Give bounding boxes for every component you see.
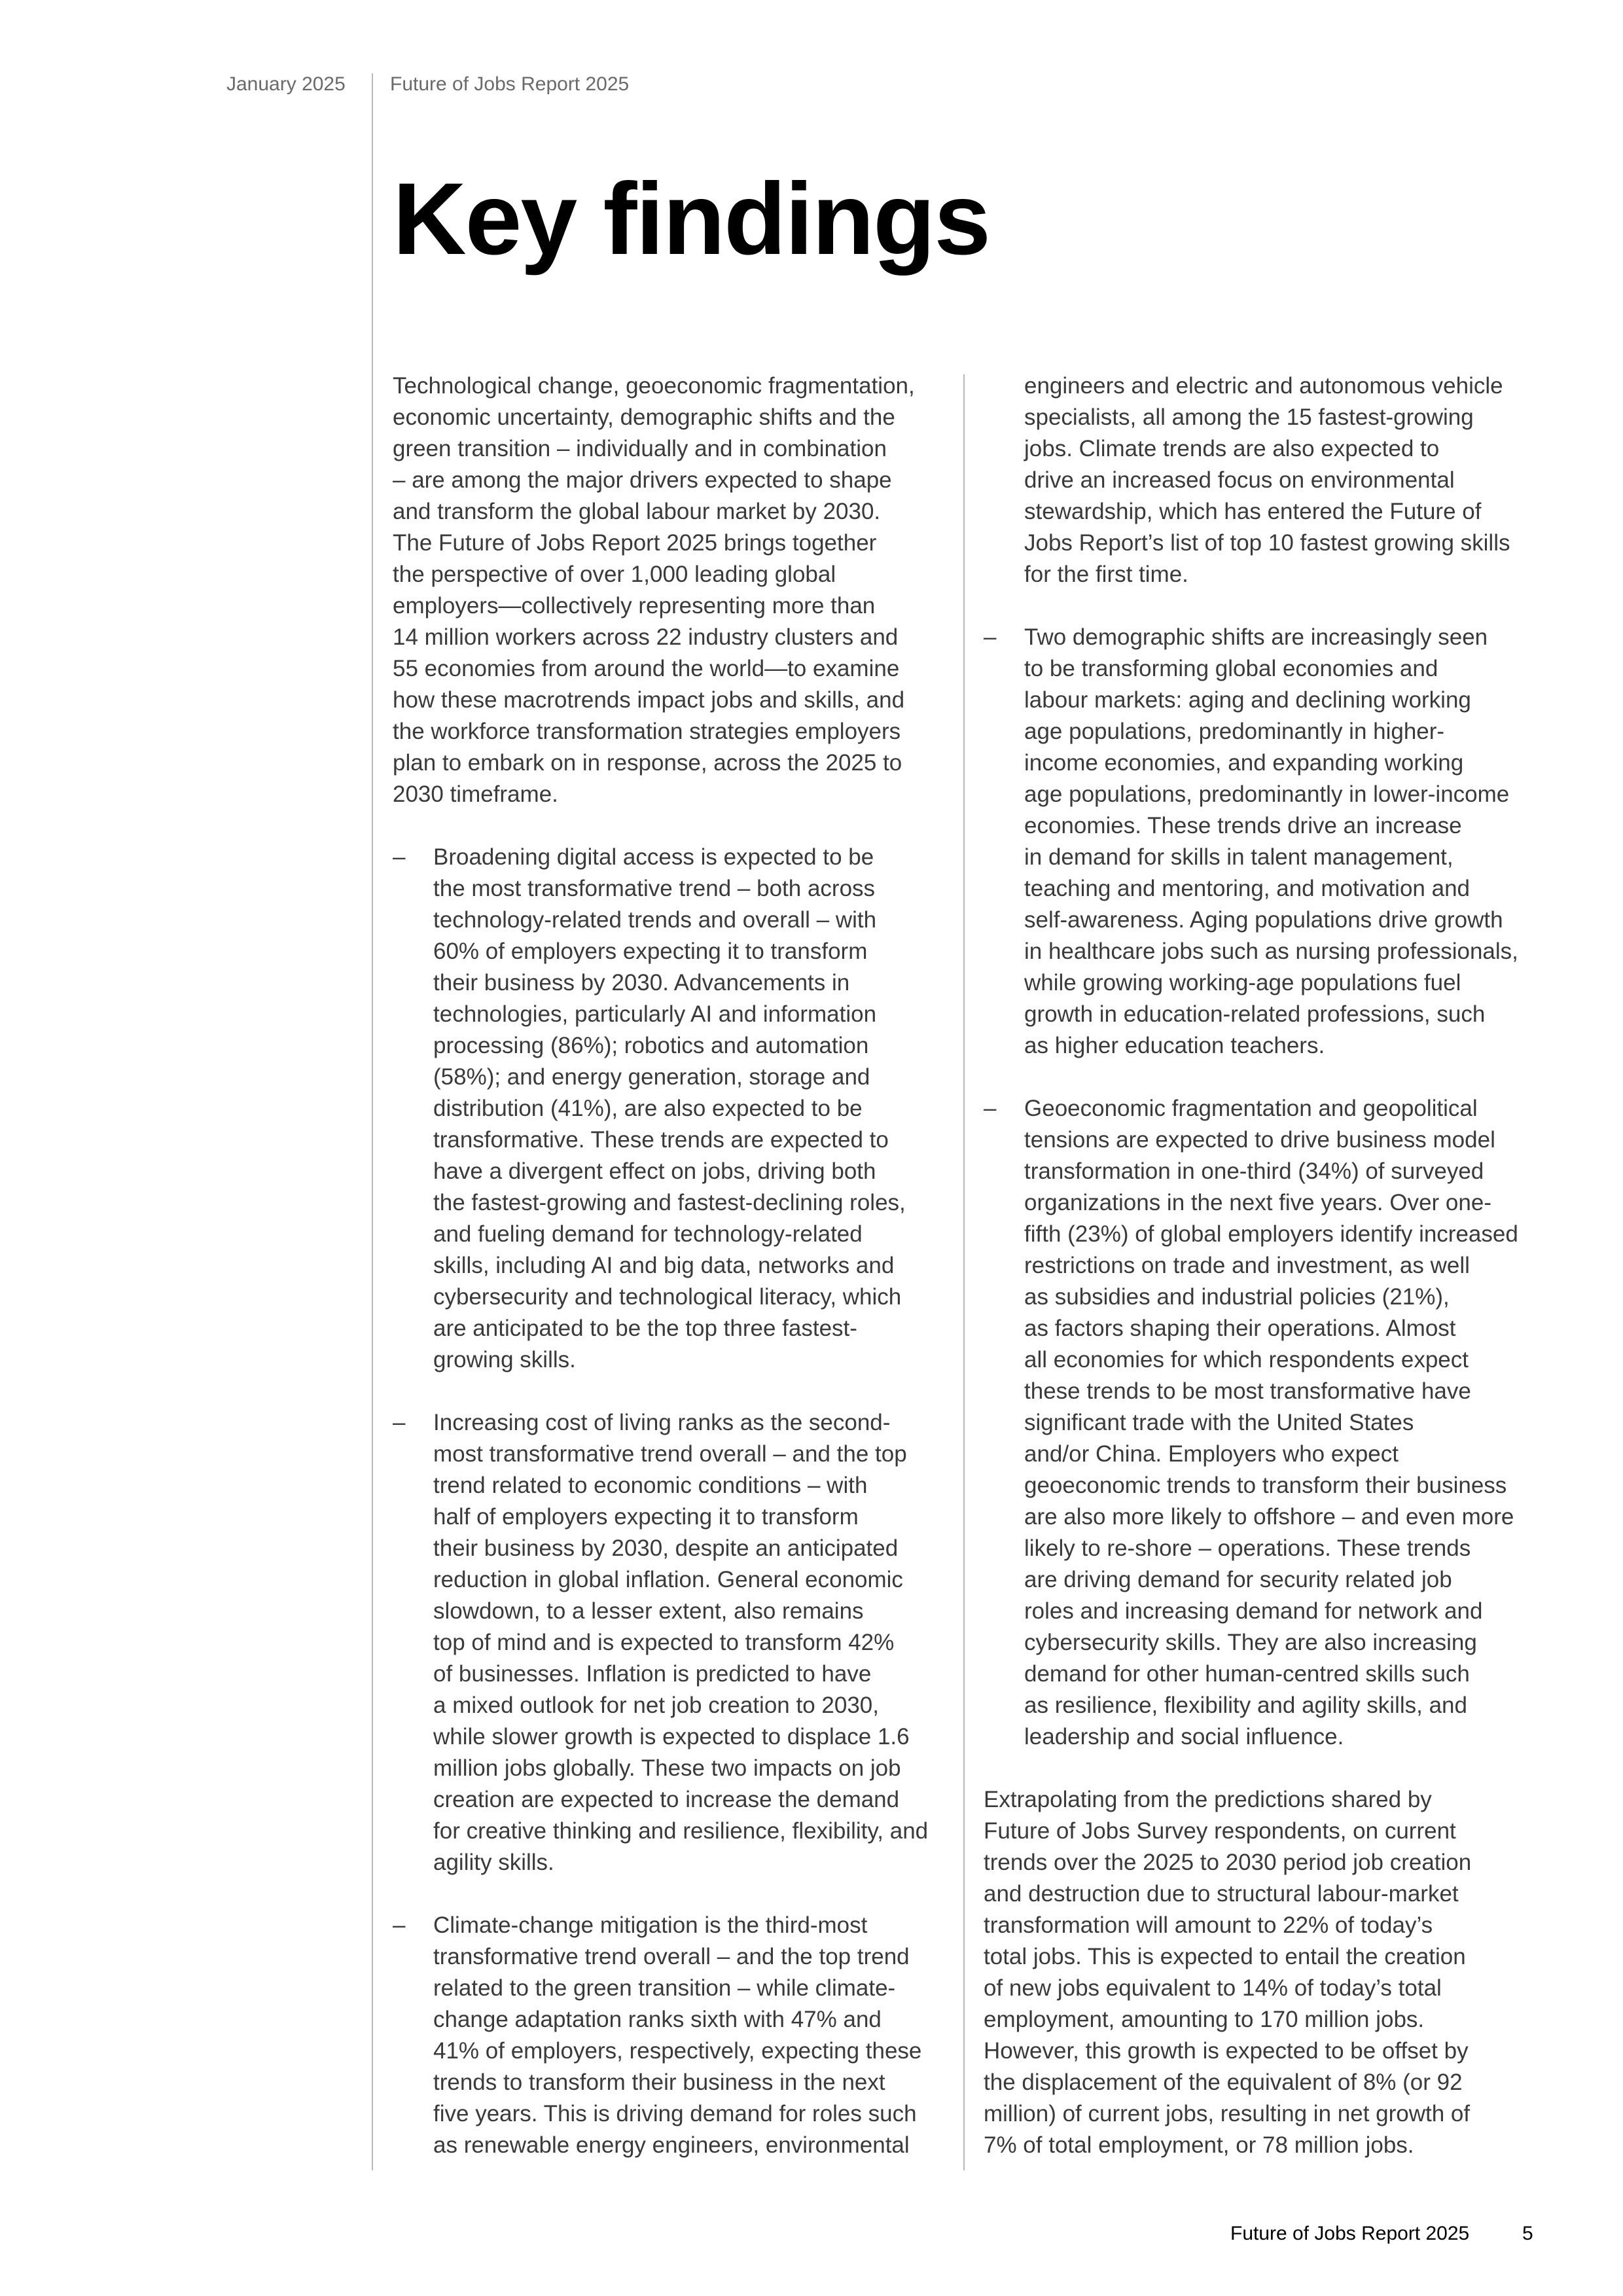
- text-line: are anticipated to be the top three fastest-: [433, 1316, 857, 1341]
- text-line: 41% of employers, respectively, expecting these: [433, 2038, 922, 2064]
- text-line: The Future of Jobs Report 2025 brings together: [393, 530, 877, 556]
- text-line: trend related to economic conditions – with: [433, 1473, 868, 1498]
- page-title: Key findings: [393, 162, 990, 276]
- text-line: for the first time.: [1024, 562, 1188, 587]
- text-line: the most transformative trend – both across: [433, 876, 876, 901]
- text-line: green transition – individually and in combination: [393, 436, 887, 461]
- text-line: employers—collectively representing more than: [393, 593, 876, 619]
- text-line: have a divergent effect on jobs, driving both: [433, 1158, 876, 1184]
- text-line: their business by 2030, despite an anticipated: [433, 1535, 899, 1561]
- bullet-text: [433, 842, 955, 1376]
- text-line: related to the green transition – while climate-: [433, 1975, 896, 2001]
- text-line: a mixed outlook for net job creation to 2030,: [433, 1693, 879, 1718]
- text-line: top of mind and is expected to transform 42%: [433, 1630, 895, 1655]
- text-line: organizations in the next five years. Over one-: [1024, 1190, 1491, 1215]
- text-line: jobs. Climate trends are also expected to: [1024, 436, 1440, 461]
- text-line: age populations, predominantly in lower-income: [1024, 781, 1510, 807]
- text-line: processing (86%); robotics and automation: [433, 1033, 869, 1058]
- text-line: engineers and electric and autonomous vehicle: [1024, 373, 1503, 399]
- text-line: transformation will amount to 22% of today’s: [984, 1912, 1433, 1938]
- text-line: leadership and social influence.: [1024, 1724, 1344, 1749]
- text-line: specialists, all among the 15 fastest-growing: [1024, 404, 1474, 430]
- text-line: most transformative trend overall – and the top: [433, 1441, 907, 1467]
- text-line: employment, amounting to 170 million jobs.: [984, 2007, 1425, 2032]
- text-line: while slower growth is expected to displace 1.6: [433, 1724, 910, 1749]
- text-line: Increasing cost of living ranks as the second-: [433, 1410, 891, 1435]
- text-line: Future of Jobs Survey respondents, on current: [984, 1818, 1456, 1844]
- text-line: their business by 2030. Advancements in: [433, 970, 850, 996]
- text-line: income economies, and expanding working: [1024, 750, 1464, 776]
- text-line: and transform the global labour market by 2030.: [393, 499, 881, 524]
- text-line: in healthcare jobs such as nursing professionals,: [1024, 939, 1518, 964]
- text-line: these trends to be most transformative have: [1024, 1378, 1471, 1404]
- text-line: in demand for skills in talent management,: [1024, 844, 1454, 870]
- text-line: distribution (41%), are also expected to be: [433, 1096, 863, 1121]
- bullet-demographic: [984, 622, 1573, 1062]
- text-line: significant trade with the United States: [1024, 1410, 1414, 1435]
- header-date: January 2025: [226, 73, 346, 95]
- text-line: as higher education teachers.: [1024, 1033, 1325, 1058]
- bullet-dash: –: [393, 1410, 406, 1435]
- text-line: transformation in one-third (34%) of surveyed: [1024, 1158, 1484, 1184]
- intro-paragraph: [393, 370, 955, 810]
- text-line: labour markets: aging and declining working: [1024, 687, 1471, 713]
- bullet-dash: –: [984, 624, 997, 650]
- closing-paragraph: [984, 1784, 1573, 2161]
- text-line: of new jobs equivalent to 14% of today’s total: [984, 1975, 1442, 2001]
- text-line: economic uncertainty, demographic shifts and the: [393, 404, 895, 430]
- text-line: demand for other human-centred skills such: [1024, 1661, 1470, 1687]
- text-line: geoeconomic trends to transform their business: [1024, 1473, 1507, 1498]
- text-line: self-awareness. Aging populations drive growth: [1024, 907, 1503, 933]
- text-line: 60% of employers expecting it to transform: [433, 939, 868, 964]
- bullet-climate: [393, 1910, 955, 2161]
- text-line: likely to re-shore – operations. These trends: [1024, 1535, 1471, 1561]
- bullet-cost-of-living: [393, 1407, 955, 1878]
- text-line: growing skills.: [433, 1347, 576, 1372]
- footer-report-title: Future of Jobs Report 2025: [1230, 2223, 1470, 2244]
- text-line: technologies, particularly AI and information: [433, 1001, 877, 1027]
- bullet-climate-continued: [984, 370, 1573, 590]
- text-line: teaching and mentoring, and motivation and: [1024, 876, 1471, 901]
- text-line: slowdown, to a lesser extent, also remains: [433, 1598, 864, 1624]
- text-line: and/or China. Employers who expect: [1024, 1441, 1399, 1467]
- text-line: 7% of total employment, or 78 million jobs.: [984, 2132, 1414, 2158]
- bullet-text: [433, 1407, 955, 1878]
- text-line: million jobs globally. These two impacts on job: [433, 1755, 901, 1781]
- bullet-geoeconomic: [984, 1093, 1573, 1753]
- left-column: [393, 370, 955, 2193]
- text-line: the fastest-growing and fastest-declining roles,: [433, 1190, 906, 1215]
- text-line: fifth (23%) of global employers identify increased: [1024, 1221, 1518, 1247]
- page-number: 5: [1522, 2223, 1533, 2244]
- text-line: However, this growth is expected to be offset by: [984, 2038, 1469, 2064]
- text-line: cybersecurity and technological literacy, which: [433, 1284, 902, 1310]
- text-line: as renewable energy engineers, environmental: [433, 2132, 910, 2158]
- bullet-text: [433, 1910, 955, 2161]
- text-line: how these macrotrends impact jobs and skills, and: [393, 687, 905, 713]
- text-line: as factors shaping their operations. Almost: [1024, 1316, 1456, 1341]
- text-line: restrictions on trade and investment, as well: [1024, 1253, 1470, 1278]
- text-line: transformative trend overall – and the top trend: [433, 1944, 910, 1969]
- text-line: and fueling demand for technology-related: [433, 1221, 863, 1247]
- text-line: Technological change, geoeconomic fragmentation,: [393, 373, 915, 399]
- text-line: million) of current jobs, resulting in net growth of: [984, 2101, 1471, 2126]
- text-line: Extrapolating from the predictions shared by: [984, 1787, 1432, 1812]
- text-line: to be transforming global economies and: [1024, 656, 1438, 681]
- text-line: (58%); and energy generation, storage and: [433, 1064, 870, 1090]
- text-line: while growing working-age populations fuel: [1024, 970, 1461, 996]
- text-line: – are among the major drivers expected to shape: [393, 467, 892, 493]
- text-line: technology-related trends and overall – with: [433, 907, 877, 933]
- text-line: as resilience, flexibility and agility skills, and: [1024, 1693, 1467, 1718]
- text-line: tensions are expected to drive business model: [1024, 1127, 1495, 1153]
- text-line: transformative. These trends are expected to: [433, 1127, 889, 1153]
- text-line: Jobs Report’s list of top 10 fastest growing skills: [1024, 530, 1510, 556]
- text-line: stewardship, which has entered the Future of: [1024, 499, 1482, 524]
- text-line: Broadening digital access is expected to be: [433, 844, 874, 870]
- text-line: five years. This is driving demand for roles such: [433, 2101, 917, 2126]
- text-line: the workforce transformation strategies employers: [393, 719, 901, 744]
- right-column: [984, 370, 1573, 2193]
- bullet-text: [1024, 1093, 1573, 1753]
- text-line: reduction in global inflation. General economic: [433, 1567, 903, 1592]
- text-line: creation are expected to increase the demand: [433, 1787, 900, 1812]
- text-line: plan to embark on in response, across the 2025 to: [393, 750, 902, 776]
- bullet-dash: –: [984, 1096, 997, 1121]
- text-line: the perspective of over 1,000 leading global: [393, 562, 836, 587]
- text-line: roles and increasing demand for network and: [1024, 1598, 1483, 1624]
- text-line: as subsidies and industrial policies (21%),: [1024, 1284, 1450, 1310]
- text-line: change adaptation ranks sixth with 47% and: [433, 2007, 882, 2032]
- text-line: all economies for which respondents expect: [1024, 1347, 1469, 1372]
- text-line: 14 million workers across 22 industry clusters and: [393, 624, 899, 650]
- text-line: cybersecurity skills. They are also increasing: [1024, 1630, 1477, 1655]
- text-line: of businesses. Inflation is predicted to have: [433, 1661, 872, 1687]
- text-line: total jobs. This is expected to entail the creation: [984, 1944, 1466, 1969]
- text-line: age populations, predominantly in higher-: [1024, 719, 1445, 744]
- column-divider: [963, 374, 965, 2170]
- header-report-title: Future of Jobs Report 2025: [390, 73, 630, 95]
- bullet-dash: –: [393, 1912, 406, 1938]
- text-line: and destruction due to structural labour-market: [984, 1881, 1459, 1907]
- text-line: skills, including AI and big data, networks and: [433, 1253, 895, 1278]
- left-divider: [372, 73, 373, 2170]
- bullet-text: [1024, 622, 1573, 1062]
- text-line: are driving demand for security related job: [1024, 1567, 1452, 1592]
- text-line: trends over the 2025 to 2030 period job creation: [984, 1850, 1472, 1875]
- bullet-dash: –: [393, 844, 406, 870]
- text-line: trends to transform their business in the next: [433, 2070, 885, 2095]
- text-line: are also more likely to offshore – and even more: [1024, 1504, 1514, 1530]
- text-line: half of employers expecting it to transform: [433, 1504, 859, 1530]
- text-line: drive an increased focus on environmental: [1024, 467, 1455, 493]
- text-line: 55 economies from around the world—to examine: [393, 656, 900, 681]
- bullet-digital-access: [393, 842, 955, 1376]
- text-line: Two demographic shifts are increasingly seen: [1024, 624, 1488, 650]
- text-line: Geoeconomic fragmentation and geopolitical: [1024, 1096, 1478, 1121]
- text-line: agility skills.: [433, 1850, 554, 1875]
- text-line: economies. These trends drive an increase: [1024, 813, 1462, 838]
- text-line: for creative thinking and resilience, flexibility, and: [433, 1818, 929, 1844]
- text-line: the displacement of the equivalent of 8% (or 92: [984, 2070, 1463, 2095]
- text-line: Climate-change mitigation is the third-most: [433, 1912, 868, 1938]
- text-line: 2030 timeframe.: [393, 781, 558, 807]
- text-line: growth in education-related professions, such: [1024, 1001, 1486, 1027]
